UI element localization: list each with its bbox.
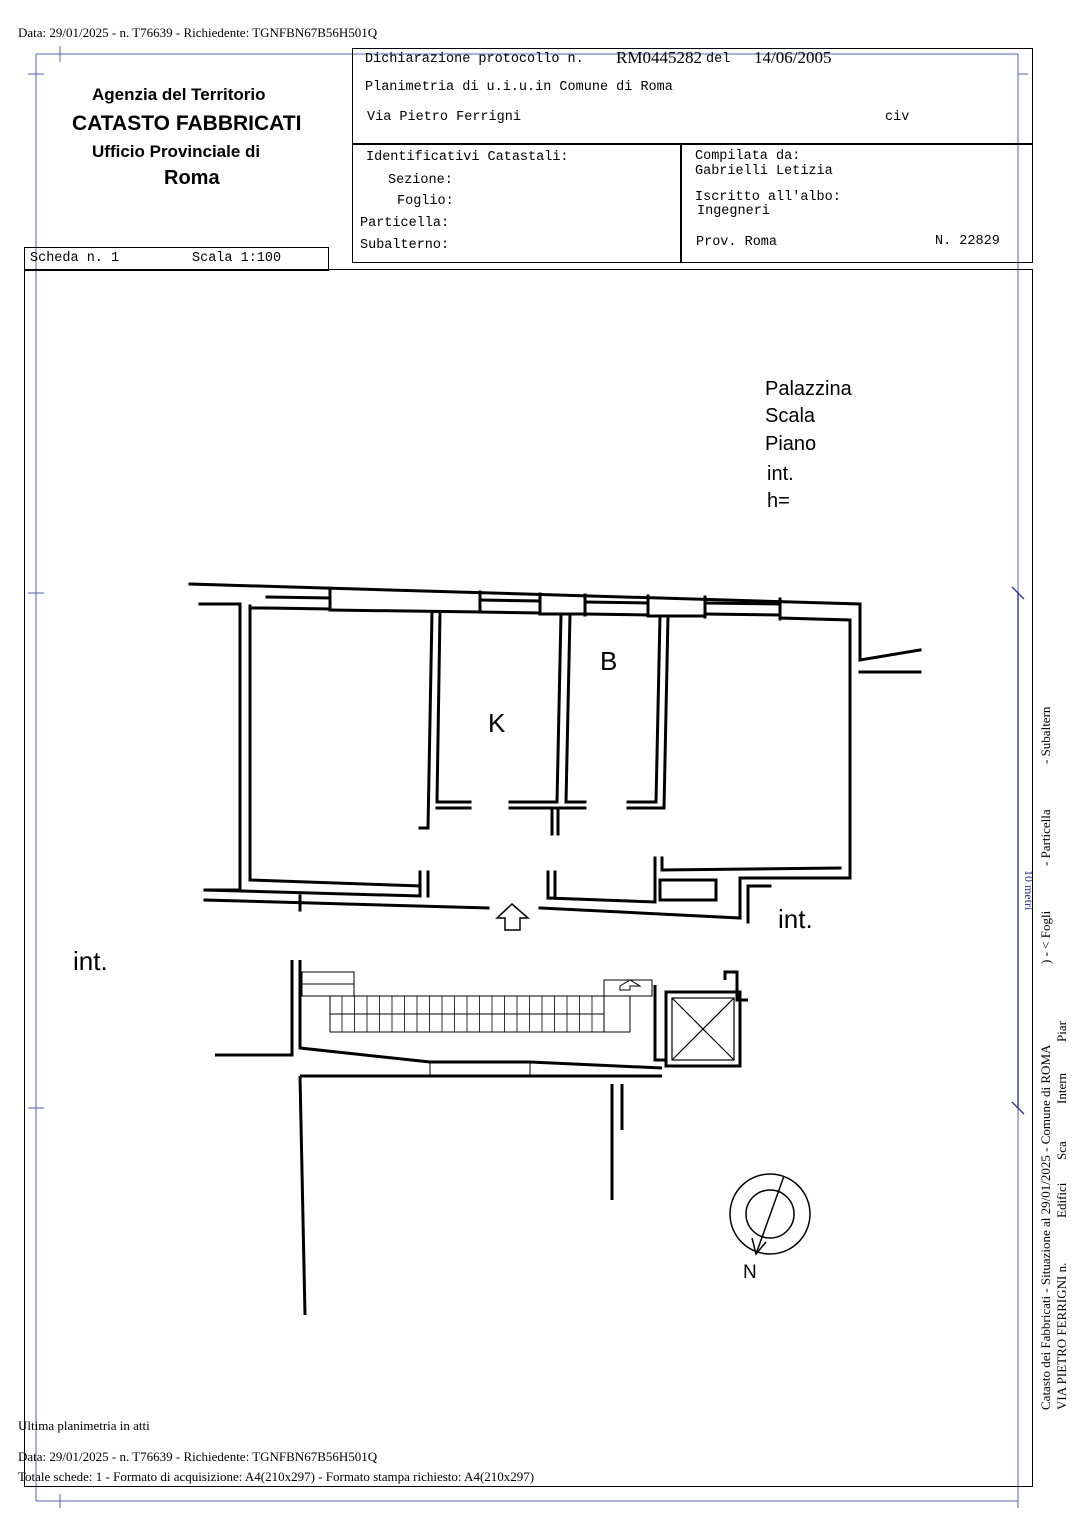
office-label: Ufficio Provinciale di	[92, 142, 261, 161]
compiler-label: Compilata da:	[695, 149, 801, 164]
foglio-label: Foglio:	[397, 194, 454, 209]
side-address: VIA PIETRO FERRIGNI n.	[1054, 1262, 1069, 1410]
height-label: h=	[767, 490, 790, 512]
office-city: Roma	[164, 167, 220, 189]
subalterno-label: Subalterno:	[360, 238, 450, 253]
stair-steps	[342, 996, 592, 1032]
registration-number: N. 22829	[935, 234, 1000, 249]
declaration-del: del	[706, 52, 731, 67]
identifiers-title: Identificativi Catastali:	[366, 150, 569, 165]
address: Via Pietro Ferrigni	[367, 110, 521, 125]
planimetria-line: Planimetria di u.i.u.in Comune di Roma	[365, 80, 673, 95]
protocol-number: RM0445282	[616, 48, 702, 67]
scheda-number: Scheda n. 1	[30, 251, 120, 266]
request-info: Data: 29/01/2025 - n. T76639 - Richiedente: TGNFBN67B56H501Q	[18, 25, 378, 40]
side-interno: Intern	[1054, 1072, 1069, 1104]
scale-bar-label: 10 metri	[1022, 870, 1036, 911]
side-fogli: ) - < Fogli	[1038, 910, 1053, 964]
sezione-label: Sezione:	[388, 173, 453, 188]
north-arrow-icon	[730, 1174, 810, 1254]
side-scala: Sca	[1054, 1141, 1069, 1160]
side-situation: Catasto dei Fabbricati - Situazione al 29/01/2025 - Comune di ROMA	[1038, 1044, 1053, 1410]
side-subalterno: - Subaltern	[1038, 706, 1053, 764]
province: Prov. Roma	[696, 235, 778, 250]
int-right-label: int.	[778, 904, 813, 934]
side-piano: Piar	[1054, 1021, 1069, 1042]
scale-label: Scala 1:100	[192, 251, 282, 266]
agency-name: Agenzia del Territorio	[92, 85, 266, 104]
last-plan-note: Ultima planimetria in atti	[18, 1418, 150, 1433]
declaration-date: 14/06/2005	[754, 48, 832, 67]
footer-totals: Totale schede: 1 - Formato di acquisizione: A4(210x297) - Formato stampa richiesto: A4(210x297)	[18, 1469, 535, 1484]
side-particella: - Particella	[1038, 809, 1053, 866]
interno-label: int.	[767, 463, 794, 485]
catasto-title: CATASTO FABBRICATI	[72, 112, 302, 135]
kitchen-label: K	[488, 708, 506, 738]
north-label: N	[743, 1262, 757, 1283]
scala-label: Scala	[765, 405, 816, 427]
albo-value: Ingegneri	[697, 204, 770, 219]
declaration-label: Dichiarazione protocollo n.	[365, 52, 584, 67]
footer-request-info: Data: 29/01/2025 - n. T76639 - Richiedente: TGNFBN67B56H501Q	[18, 1449, 378, 1464]
particella-label: Particella:	[360, 216, 450, 231]
int-left-label: int.	[73, 946, 108, 976]
palazzina-label: Palazzina	[765, 378, 852, 400]
compiler-name: Gabrielli Letizia	[695, 164, 833, 179]
albo-label: Iscritto all'albo:	[695, 190, 841, 205]
civic-label: civ	[885, 110, 910, 125]
piano-label: Piano	[765, 433, 817, 455]
bath-label: B	[600, 646, 618, 676]
side-edifici: Edifici	[1054, 1182, 1069, 1218]
